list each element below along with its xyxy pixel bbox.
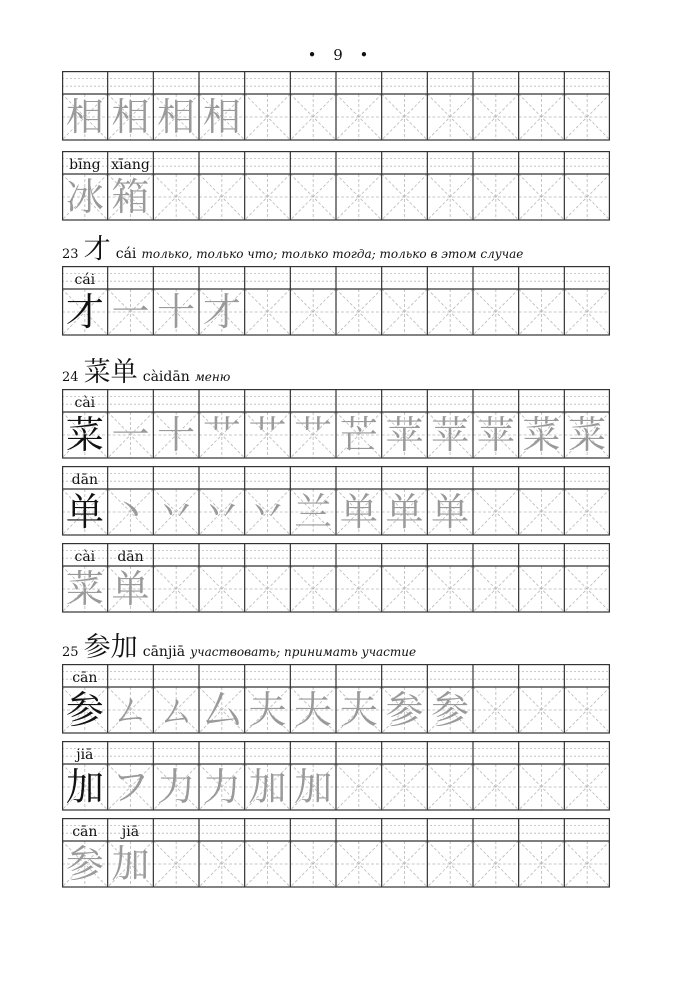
trace-character: 力 — [202, 765, 241, 809]
trace-character: 一 — [111, 290, 150, 334]
trace-character: 相 — [202, 95, 241, 139]
trace-character: 加 — [294, 765, 333, 809]
trace-character: 单 — [111, 567, 150, 611]
entry-hanzi: 菜单 — [83, 357, 138, 388]
pinyin-label: cān — [72, 824, 98, 840]
trace-character: 冰 — [65, 175, 104, 219]
pinyin-label: xīang — [111, 157, 150, 173]
practice-row — [62, 741, 610, 811]
practice-row — [62, 389, 610, 459]
trace-character: 菜 — [65, 567, 104, 611]
practice-grid — [62, 543, 610, 613]
trace-character: 苹 — [431, 413, 470, 457]
trace-character: 艹 — [202, 413, 241, 457]
model-character: 菜 — [65, 413, 104, 457]
trace-character: 兰 — [294, 490, 333, 534]
entry-number: 23 — [62, 247, 79, 262]
trace-character: 夫 — [248, 688, 287, 732]
trace-character: 苹 — [385, 413, 424, 457]
practice-row — [62, 543, 610, 613]
entry-pinyin: cái — [115, 246, 137, 262]
trace-character: 单 — [385, 490, 424, 534]
practice-grid — [62, 466, 610, 536]
trace-character: 参 — [65, 842, 104, 886]
practice-grid — [62, 818, 610, 888]
trace-character: 加 — [248, 765, 287, 809]
practice-grid — [62, 71, 610, 141]
trace-character: 芒 — [339, 413, 378, 457]
trace-character: 厶 — [202, 688, 241, 732]
entry-heading — [62, 350, 230, 389]
trace-character: 单 — [431, 490, 470, 534]
entry-heading — [62, 227, 523, 266]
pinyin-label: jiā — [76, 747, 94, 763]
trace-character: 力 — [157, 765, 196, 809]
trace-character: 菜 — [568, 413, 607, 457]
practice-grid — [62, 741, 610, 811]
trace-character: 十 — [157, 290, 196, 334]
trace-character: 相 — [157, 95, 196, 139]
practice-row — [62, 818, 610, 888]
practice-grid — [62, 389, 610, 459]
model-character: 单 — [65, 490, 104, 534]
trace-character: 菜 — [522, 413, 561, 457]
trace-character: ㄙ — [157, 688, 196, 732]
trace-character: 夫 — [339, 688, 378, 732]
entry-meaning: меню — [194, 370, 231, 384]
entry-heading — [62, 625, 416, 664]
pinyin-label: jiā — [121, 824, 140, 840]
pinyin-label: cān — [72, 670, 98, 686]
entry-meaning: только, только что; только тогда; только в этом случае — [141, 247, 524, 261]
trace-character: 丷 — [202, 490, 241, 534]
entry-pinyin: càidān — [142, 369, 190, 385]
pinyin-label: cài — [74, 395, 96, 411]
practice-row — [62, 664, 610, 734]
trace-character: 一 — [111, 413, 150, 457]
pinyin-label: cài — [74, 549, 96, 565]
trace-character: 丶 — [111, 490, 150, 534]
practice-grid — [62, 266, 610, 336]
model-character: 参 — [65, 688, 104, 732]
practice-grid — [62, 151, 610, 221]
page-number: • 9 • — [307, 46, 375, 64]
trace-character: フ — [111, 765, 150, 809]
trace-character: 夫 — [294, 688, 333, 732]
model-character: 加 — [65, 765, 104, 809]
trace-character: ㄥ — [111, 688, 150, 732]
trace-character: 丷 — [157, 490, 196, 534]
entry-pinyin: cānjiā — [142, 644, 186, 660]
trace-character: 参 — [431, 688, 470, 732]
trace-character: 十 — [157, 413, 196, 457]
entry-hanzi: 才 — [83, 234, 111, 265]
entry-hanzi: 参加 — [83, 632, 138, 663]
trace-character: 相 — [111, 95, 150, 139]
trace-character: 箱 — [111, 175, 150, 219]
practice-row — [62, 151, 610, 221]
practice-row — [62, 266, 610, 336]
trace-character: 参 — [385, 688, 424, 732]
practice-row — [62, 466, 610, 536]
trace-character: 单 — [339, 490, 378, 534]
trace-character: 苹 — [476, 413, 515, 457]
trace-character: 加 — [111, 842, 150, 886]
practice-grid — [62, 664, 610, 734]
trace-character: 艹 — [248, 413, 287, 457]
pinyin-label: cái — [74, 272, 96, 288]
pinyin-label: dān — [117, 549, 144, 565]
trace-character: 相 — [65, 95, 104, 139]
trace-character: 丷 — [248, 490, 287, 534]
pinyin-label: bīng — [69, 157, 101, 173]
entry-number: 24 — [62, 370, 79, 385]
trace-character: 艹 — [294, 413, 333, 457]
practice-row — [62, 71, 610, 141]
entry-number: 25 — [62, 645, 79, 660]
entry-meaning: участвовать; принимать участие — [190, 645, 417, 659]
pinyin-label: dān — [71, 472, 98, 488]
trace-character: 才 — [202, 290, 241, 334]
model-character: 才 — [65, 290, 104, 334]
